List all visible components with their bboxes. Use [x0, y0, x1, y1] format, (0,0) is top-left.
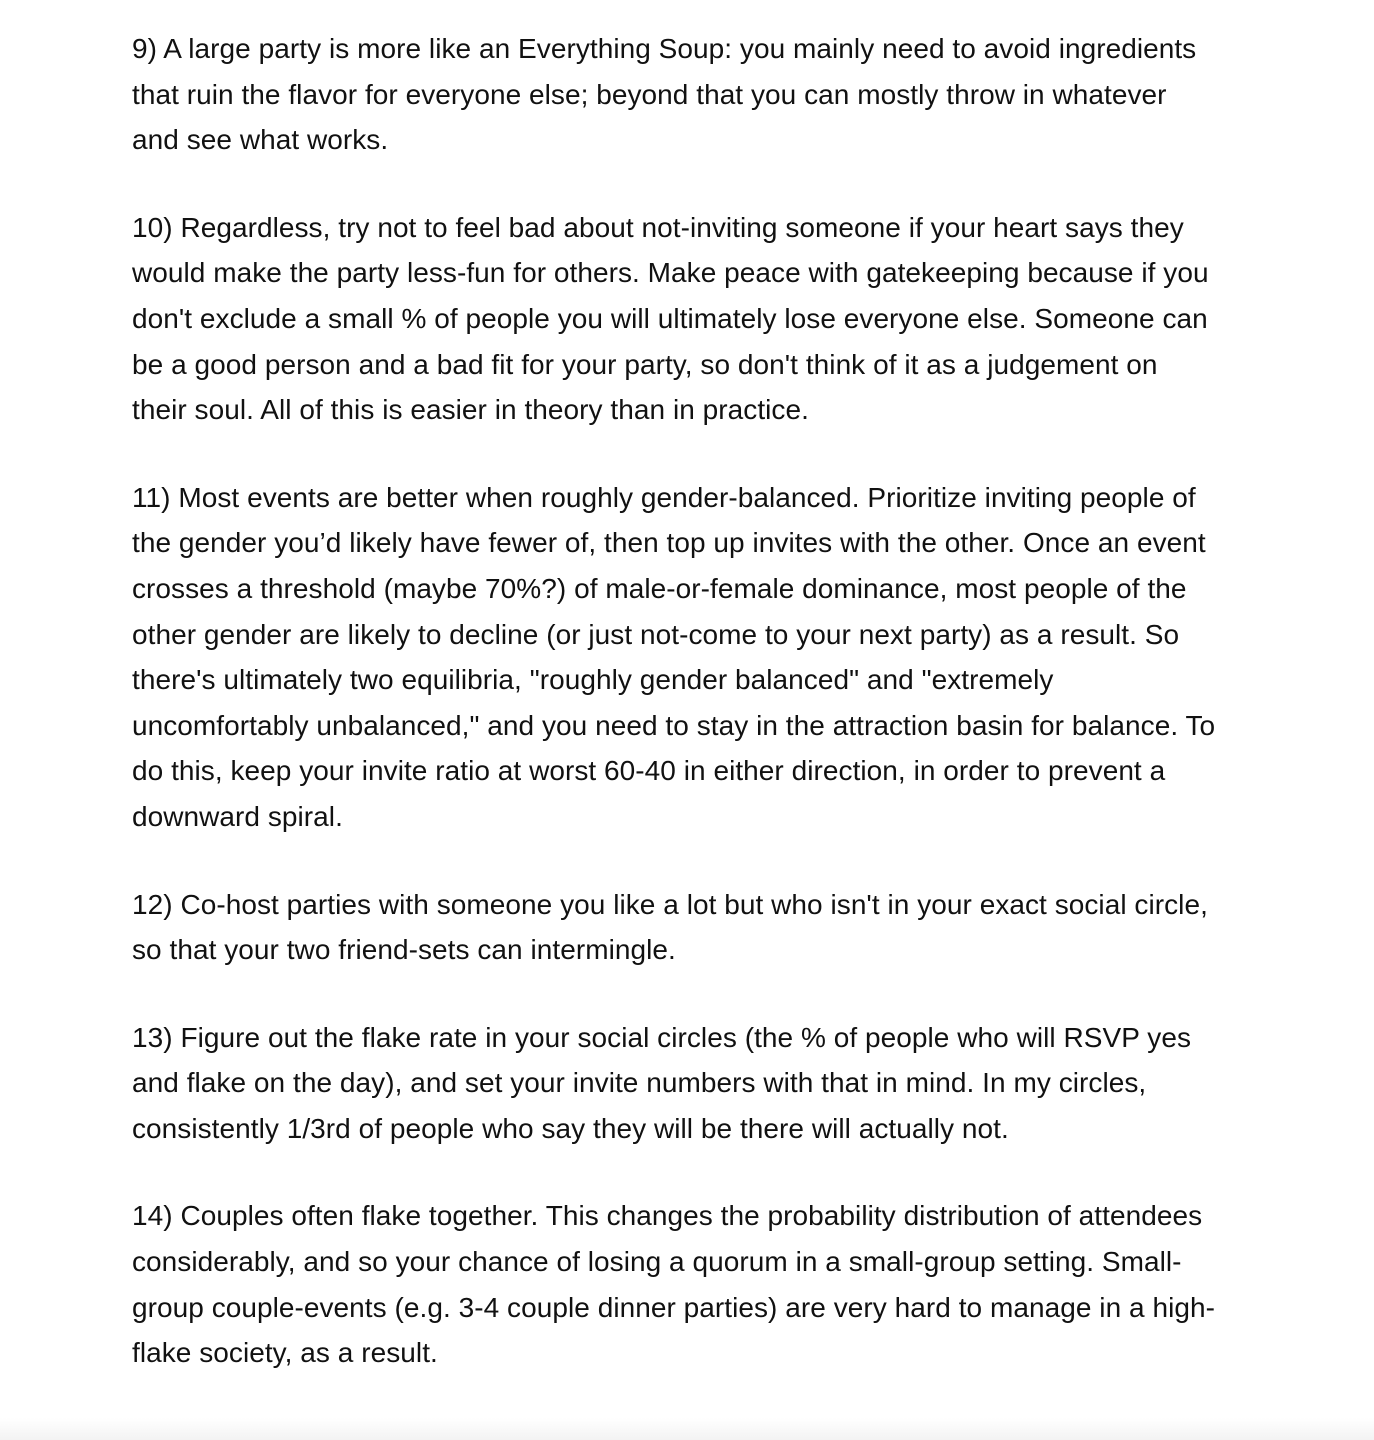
paragraph-11: 11) Most events are better when roughly gender-balanced. Prioritize inviting people of the gender you’d likely have fewer of, then top up invites with the other. Once an event crosses a threshold (maybe 70%?) of male-or-female dominance, most people of the other gender are likely to decline (or just not-come to your next party) as a result. So there's ultimately two equilibria, "roughly gender balanced" and "extremely uncomfortably unbalanced," and you need to stay in the attraction basin for balance. To do this, keep your invite ratio at worst 60-40 in either direction, in order to prevent a downward spiral. [132, 481, 1216, 832]
paragraph-9: 9) A large party is more like an Everything Soup: you mainly need to avoid ingredients that ruin the flavor for everyone else; beyond that you can mostly throw in whatever and see what works. [132, 33, 1197, 156]
paragraph-14: 14) Couples often flake together. This changes the probability distribution of attendees considerably, and so your chance of losing a quorum in a small-group setting. Small-group couple-events (e.g. 3-4 couple dinner parties) are very hard to manage in a high-flake society, as a result. [132, 1200, 1215, 1369]
article-body [132, 26, 1218, 1376]
paragraph-10: 10) Regardless, try not to feel bad about not-inviting someone if your heart says they would make the party less-fun for others. Make peace with gatekeeping because if you don't exclude a small % of people you will ultimately lose everyone else. Someone can be a good person and a bad fit for your party, so don't think of it as a judgement on their soul. All of this is easier in theory than in practice. [132, 211, 1209, 426]
paragraph-13: 13) Figure out the flake rate in your social circles (the % of people who will RSVP yes and flake on the day), and set your invite numbers with that in mind. In my circles, consistently 1/3rd of people who say they will be there will actually not. [132, 1021, 1191, 1144]
bottom-fade [0, 1418, 1374, 1440]
paragraph-12: 12) Co-host parties with someone you like a lot but who isn't in your exact social circle, so that your two friend-sets can intermingle. [132, 888, 1208, 966]
